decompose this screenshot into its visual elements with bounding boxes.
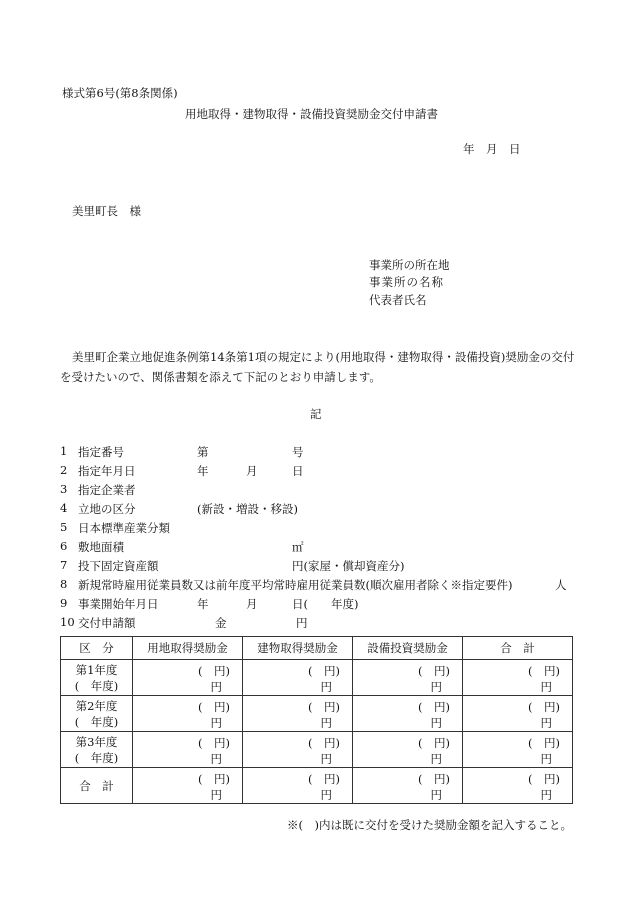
- yen-unit: 円: [320, 788, 332, 802]
- item-number: 2: [60, 463, 68, 477]
- item-number: 5: [60, 520, 68, 534]
- previous-amount: ( 円): [198, 772, 230, 786]
- item-label: 指定番号: [78, 445, 124, 459]
- amount-cell[interactable]: [353, 696, 463, 732]
- item-number: 4: [60, 501, 68, 515]
- row-sublabel: ( 年度): [74, 678, 119, 693]
- amount-cell[interactable]: [463, 660, 573, 696]
- item-label: 日本標準産業分類: [78, 521, 170, 535]
- item-value: 月: [246, 597, 258, 611]
- amount-cell[interactable]: [463, 696, 573, 732]
- representative-name-label: 代表者氏名: [369, 293, 427, 307]
- item-value: 年: [197, 597, 209, 611]
- previous-amount: ( 円): [308, 664, 340, 678]
- amount-cell[interactable]: [353, 768, 463, 804]
- yen-unit: 円: [210, 752, 222, 766]
- amount-cell[interactable]: [133, 732, 243, 768]
- row-label: 第3年度: [75, 734, 118, 749]
- previous-amount: ( 円): [418, 700, 450, 714]
- column-header: 区 分: [61, 637, 133, 660]
- column-header: 建物取得奨励金: [243, 637, 353, 660]
- ki-heading: 記: [310, 407, 322, 421]
- item-label: 投下固定資産額: [78, 559, 159, 573]
- item-value: 年: [197, 464, 209, 478]
- yen-unit: 円: [430, 788, 442, 802]
- row-label: 第1年度: [75, 662, 118, 677]
- item-label: 新規常時雇用従業員数又は前年度平均常時雇用従業員数(順次雇用者除く※指定要件): [78, 578, 513, 592]
- previous-amount: ( 円): [528, 736, 560, 750]
- yen-unit: 円: [430, 752, 442, 766]
- item-number: 1: [60, 444, 68, 458]
- applicant-name-label: 事業所の名称: [369, 275, 444, 289]
- amount-cell[interactable]: [463, 768, 573, 804]
- amount-cell[interactable]: [243, 768, 353, 804]
- row-sublabel: ( 年度): [74, 714, 119, 729]
- item-value: (新設・増設・移設): [197, 502, 298, 516]
- table-row-total: [61, 768, 573, 804]
- yen-unit: 円: [430, 716, 442, 730]
- column-header: 合 計: [463, 637, 573, 660]
- previous-amount: ( 円): [528, 664, 560, 678]
- table-header-row: [61, 637, 573, 660]
- row-sublabel: ( 年度): [74, 750, 119, 765]
- item-number: 10: [60, 615, 75, 629]
- amount-cell[interactable]: [243, 696, 353, 732]
- yen-unit: 円: [320, 680, 332, 694]
- previous-amount: ( 円): [308, 772, 340, 786]
- yen-unit: 円: [210, 680, 222, 694]
- item-label: 事業開始年月日: [78, 597, 159, 611]
- previous-amount: ( 円): [198, 664, 230, 678]
- previous-amount: ( 円): [308, 736, 340, 750]
- item-value: 円(家屋・償却資産分): [292, 559, 405, 573]
- yen-unit: 円: [210, 788, 222, 802]
- item-value: 月: [246, 464, 258, 478]
- item-label: 交付申請額: [78, 616, 136, 630]
- previous-amount: ( 円): [528, 772, 560, 786]
- table-row: [61, 696, 573, 732]
- amount-cell[interactable]: [463, 732, 573, 768]
- item-number: 9: [60, 596, 68, 610]
- document-title: 用地取得・建物取得・設備投資奨励金交付申請書: [185, 107, 438, 121]
- row-header: [61, 660, 133, 696]
- previous-amount: ( 円): [198, 736, 230, 750]
- item-value: 金: [215, 616, 227, 630]
- row-header: [61, 768, 133, 804]
- amount-cell[interactable]: [133, 768, 243, 804]
- amount-cell[interactable]: [133, 696, 243, 732]
- application-body-text: 美里町企業立地促進条例第14条第1項の規定により(用地取得・建物取得・設備投資)奨励金の交付を受けたいので、関係書類を添えて下記のとおり申請します。: [60, 350, 575, 384]
- footnote: ※( )内は既に交付を受けた奨励金額を記入すること。: [287, 818, 572, 832]
- yen-unit: 円: [540, 716, 552, 730]
- amount-cell[interactable]: [243, 732, 353, 768]
- previous-amount: ( 円): [308, 700, 340, 714]
- previous-amount: ( 円): [418, 772, 450, 786]
- item-label: 敷地面積: [78, 540, 124, 554]
- yen-unit: 円: [540, 788, 552, 802]
- grant-amount-table: [60, 636, 573, 804]
- item-value: ㎡: [292, 540, 304, 554]
- item-label: 指定企業者: [78, 483, 136, 497]
- yen-unit: 円: [210, 716, 222, 730]
- yen-unit: 円: [430, 680, 442, 694]
- yen-unit: 円: [320, 752, 332, 766]
- applicant-address-label: 事業所の所在地: [369, 258, 450, 272]
- amount-cell[interactable]: [243, 660, 353, 696]
- addressee: 美里町長 様: [72, 204, 141, 218]
- item-value: 第: [197, 445, 209, 459]
- item-value: 人: [555, 578, 567, 592]
- amount-cell[interactable]: [133, 660, 243, 696]
- previous-amount: ( 円): [418, 664, 450, 678]
- yen-unit: 円: [540, 680, 552, 694]
- row-label: 合 計: [79, 778, 114, 793]
- table-row: [61, 732, 573, 768]
- item-number: 8: [60, 577, 68, 591]
- amount-cell[interactable]: [353, 732, 463, 768]
- form-number: 様式第6号(第8条関係): [62, 86, 178, 100]
- column-header: 用地取得奨励金: [133, 637, 243, 660]
- previous-amount: ( 円): [528, 700, 560, 714]
- amount-cell[interactable]: [353, 660, 463, 696]
- previous-amount: ( 円): [198, 700, 230, 714]
- item-number: 3: [60, 482, 68, 496]
- date-line: 年 月 日: [463, 142, 521, 156]
- column-header: 設備投資奨励金: [353, 637, 463, 660]
- table-row: [61, 660, 573, 696]
- row-header: [61, 696, 133, 732]
- item-number: 7: [60, 558, 68, 572]
- previous-amount: ( 円): [418, 736, 450, 750]
- item-value: 円: [296, 616, 308, 630]
- row-label: 第2年度: [75, 698, 118, 713]
- item-label: 立地の区分: [78, 502, 136, 516]
- row-header: [61, 732, 133, 768]
- item-value: 日: [292, 464, 304, 478]
- yen-unit: 円: [540, 752, 552, 766]
- yen-unit: 円: [320, 716, 332, 730]
- item-value: 日( 年度): [292, 597, 359, 611]
- item-label: 指定年月日: [78, 464, 136, 478]
- item-number: 6: [60, 539, 68, 553]
- item-value: 号: [292, 445, 304, 459]
